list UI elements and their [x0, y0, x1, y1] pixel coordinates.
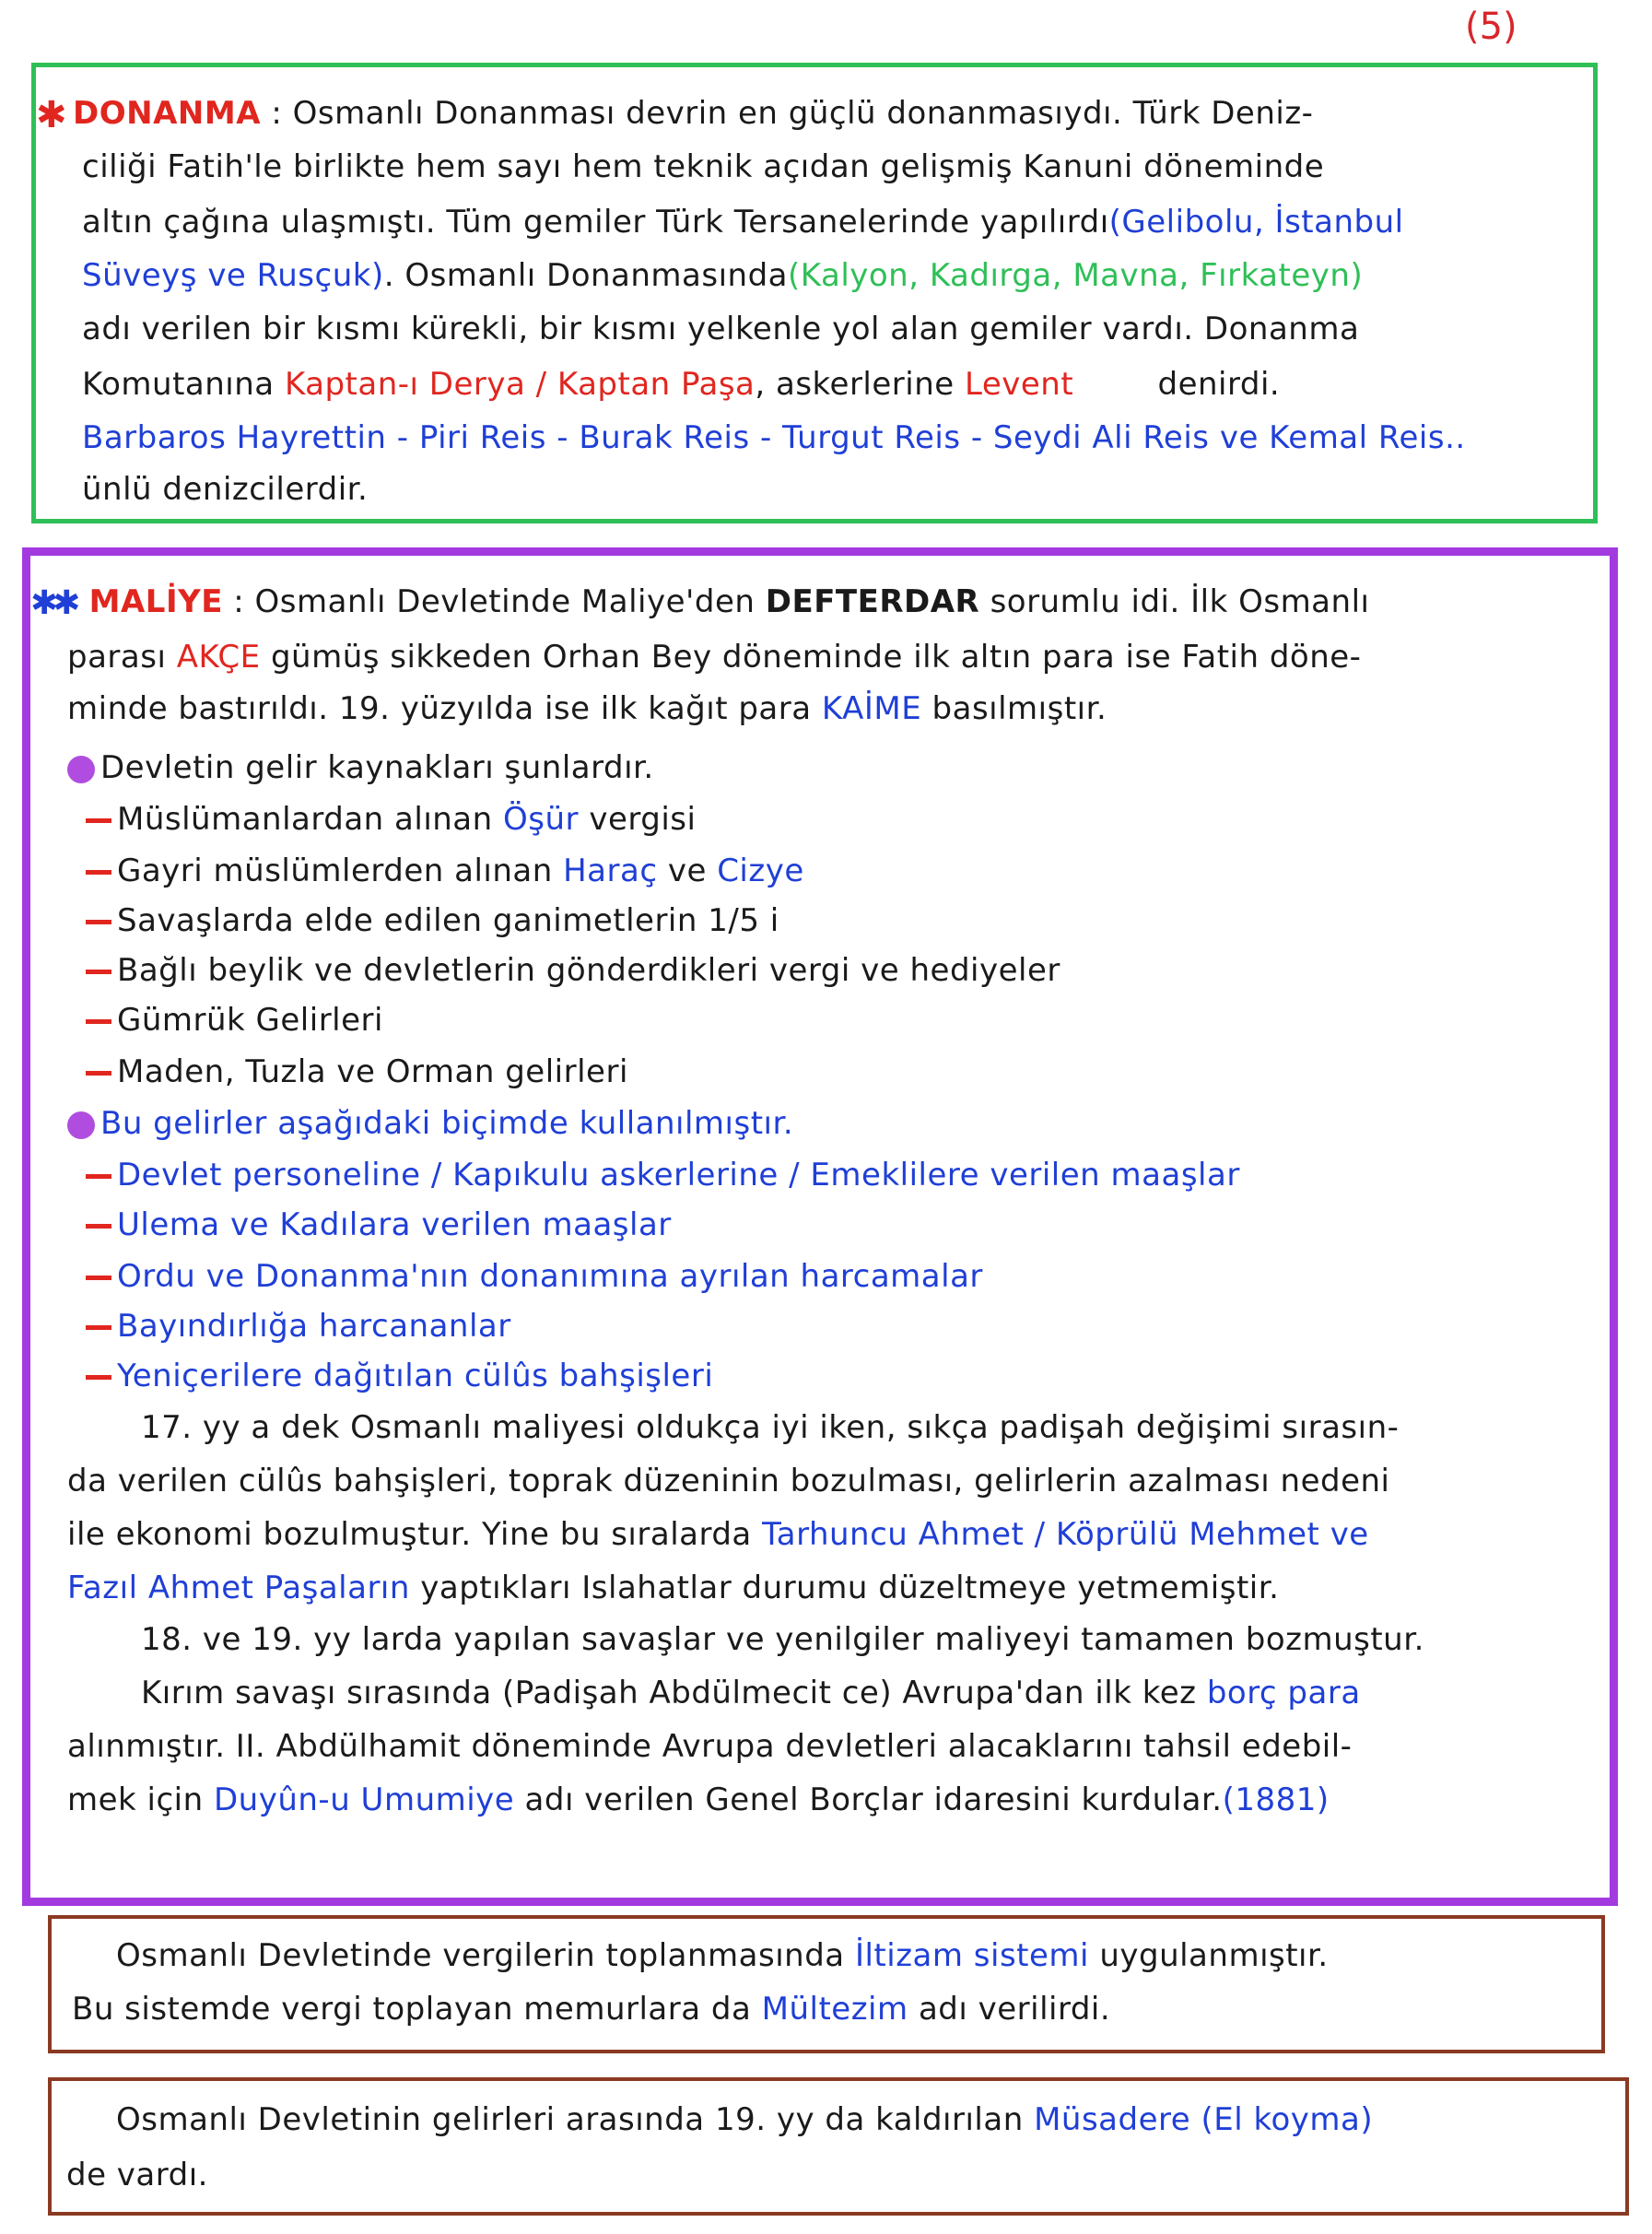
defterdar-term: DEFTERDAR: [765, 583, 980, 620]
page-number: (5): [1465, 6, 1517, 48]
para3-line-2: [67, 1726, 1352, 1767]
para3-line-3: [67, 1780, 1330, 1820]
text-span: 17. yy a dek Osmanlı maliyesi oldukça iyi iken, sıkça padişah değişimi sırasın-: [141, 1409, 1400, 1446]
text-span: vergisi: [579, 801, 697, 838]
text-span: Kırım savaşı sırasında (Padişah Abdülmecit ce) Avrupa'dan ilk kez: [141, 1675, 1197, 1711]
dash-icon: [86, 818, 111, 823]
text-span: Savaşlarda elde edilen ganimetlerin 1/5 i: [117, 902, 779, 939]
text-span: Komutanına: [82, 366, 275, 403]
shipyard-list-end: Süveyş ve Rusçuk): [82, 257, 384, 294]
text-span: Yeniçerilere dağıtılan cülûs bahşişleri: [117, 1358, 714, 1394]
income-item: [86, 851, 804, 891]
para1-line-3: [67, 1514, 1369, 1555]
dash-icon: [86, 920, 111, 924]
text-span: Müslümanlardan alınan: [117, 801, 503, 838]
bullet-dot-icon: [67, 1111, 95, 1139]
musadere-line-2: [66, 2155, 208, 2195]
donanma-line-4: [82, 255, 1363, 296]
musadere-line-1: [116, 2099, 1373, 2140]
text-span: minde bastırıldı. 19. yüzyılda ise ilk kağıt para: [67, 690, 812, 727]
text-span: : Osmanlı Devletinde Maliye'den: [233, 583, 756, 620]
para1-line-1: [141, 1407, 1399, 1448]
text-span: adı verilen Genel Borçlar idaresini kurdular.: [524, 1781, 1223, 1818]
donanma-line-1: [36, 93, 1313, 135]
expense-title: [67, 1103, 793, 1144]
borc-para-term: borç para: [1206, 1675, 1361, 1711]
star-icon: ✱: [36, 93, 68, 136]
maliye-line-1: [30, 582, 1369, 624]
reformers-list: Tarhuncu Ahmet / Köprülü Mehmet ve: [762, 1516, 1369, 1553]
text-span: adı verilen bir kısmı kürekli, bir kısmı yelkenle yol alan gemiler vardı. Donanma: [82, 311, 1360, 347]
text-span: sorumlu idi. İlk Osmanlı: [990, 583, 1370, 620]
text-span: , askerlerine: [755, 366, 955, 403]
maliye-section: [22, 547, 1618, 1906]
text-span: Bayındırlığa harcananlar: [117, 1308, 511, 1345]
maliye-heading: MALİYE: [88, 583, 223, 620]
text-span: Ulema ve Kadılara verilen maaşlar: [117, 1206, 672, 1243]
text-span: de vardı.: [66, 2157, 208, 2193]
donanma-line-2: [82, 147, 1324, 187]
income-title: [67, 747, 654, 788]
donanma-section: [31, 63, 1598, 523]
donanma-line-7: [82, 417, 1466, 458]
text-span: denirdi.: [1157, 366, 1281, 403]
maliye-line-2: [67, 637, 1361, 677]
text-span: parası: [67, 639, 167, 676]
reformers-list-end: Fazıl Ahmet Paşaların: [67, 1570, 410, 1606]
maliye-line-3: [67, 688, 1107, 729]
text-span: . Osmanlı Donanmasında: [383, 257, 789, 294]
income-item: [86, 1052, 628, 1092]
text-span: ünlü denizcilerdir.: [82, 471, 369, 508]
text-span: alınmıştır. II. Abdülhamit döneminde Avrupa devletleri alacaklarını tahsil edebil-: [67, 1728, 1353, 1765]
text-span: da verilen cülûs bahşişleri, toprak düzeninin bozulması, gelirlerin azalması nedeni: [67, 1463, 1390, 1499]
para1-line-4: [67, 1568, 1279, 1608]
text-span: ciliği Fatih'le birlikte hem sayı hem teknik açıdan gelişmiş Kanuni döneminde: [82, 148, 1325, 185]
income-item: [86, 950, 1060, 991]
dash-icon: [86, 1071, 111, 1076]
text-span: adı verilirdi.: [918, 1991, 1111, 2028]
text-span: uygulanmıştır.: [1099, 1937, 1329, 1974]
kaime-term: KAİME: [821, 690, 922, 727]
expense-item: [86, 1256, 983, 1297]
expense-item: [86, 1155, 1240, 1195]
dash-icon: [86, 1276, 111, 1280]
para2-line: [141, 1619, 1424, 1660]
cizye-term: Cizye: [717, 852, 804, 889]
text-span: : Osmanlı Donanması devrin en güçlü donanmasıydı. Türk Deniz-: [271, 95, 1314, 132]
shipyard-list: (Gelibolu, İstanbul: [1108, 204, 1404, 241]
text-span: altın çağına ulaşmıştı. Tüm gemiler Türk Tersanelerinde yapılırdı: [82, 204, 1109, 241]
harac-term: Haraç: [563, 852, 658, 889]
text-span: Bu sistemde vergi toplayan memurlara da: [72, 1991, 752, 2028]
dash-icon: [86, 970, 111, 974]
text-span: Gayri müslümlerden alınan: [117, 852, 564, 889]
famous-sailors: Barbaros Hayrettin - Piri Reis - Burak Reis - Turgut Reis - Seydi Ali Reis ve Kemal Reis..: [82, 419, 1466, 456]
donanma-line-8: [82, 469, 368, 510]
text-span: mek için: [67, 1781, 204, 1818]
text-span: Gümrük Gelirleri: [117, 1002, 383, 1039]
expense-item: [86, 1356, 713, 1396]
multezim-term: Mültezim: [761, 1991, 908, 2028]
donanma-line-5: [82, 309, 1359, 349]
duyun-term: Duyûn-u Umumiye: [213, 1781, 515, 1818]
iltizam-section: [48, 1915, 1605, 2053]
osur-term: Öşür: [503, 801, 580, 838]
text-span: Osmanlı Devletinin gelirleri arasında 19. yy da kaldırılan: [116, 2101, 1024, 2138]
text-span: basılmıştır.: [931, 690, 1107, 727]
para3-line-1: [141, 1673, 1361, 1713]
text-span: 18. ve 19. yy larda yapılan savaşlar ve yenilgiler maliyeyi tamamen bozmuştur.: [141, 1621, 1424, 1658]
commander-title: Kaptan-ı Derya / Kaptan Paşa: [284, 366, 756, 403]
bullet-dot-icon: [67, 756, 95, 783]
donanma-line-6: [82, 364, 1280, 405]
iltizam-line-1: [116, 1935, 1329, 1976]
dash-icon: [86, 1325, 111, 1330]
musadere-section: [48, 2077, 1629, 2216]
dash-icon: [86, 870, 111, 875]
text-span: Maden, Tuzla ve Orman gelirleri: [117, 1053, 628, 1090]
donanma-line-3: [82, 202, 1404, 242]
text-span: ve: [657, 852, 718, 889]
text-span: Osmanlı Devletinde vergilerin toplanmasında: [116, 1937, 845, 1974]
levent-term: Levent: [965, 366, 1074, 403]
text-span: Devlet personeline / Kapıkulu askerlerine / Emeklilere verilen maaşlar: [117, 1157, 1240, 1193]
iltizam-line-2: [72, 1989, 1110, 2029]
dash-icon: [86, 1019, 111, 1024]
para1-line-2: [67, 1461, 1390, 1501]
text-span: ile ekonomi bozulmuştur. Yine bu sıralarda: [67, 1516, 752, 1553]
expense-item: [86, 1205, 672, 1245]
akce-term: AKÇE: [176, 639, 261, 676]
ship-types: (Kalyon, Kadırga, Mavna, Fırkateyn): [788, 257, 1364, 294]
text-span: Bağlı beylik ve devletlerin gönderdikleri vergi ve hediyeler: [117, 952, 1060, 989]
text-span: Devletin gelir kaynakları şunlardır.: [100, 749, 654, 786]
dash-icon: [86, 1224, 111, 1229]
donanma-heading: DONANMA: [73, 95, 262, 132]
dash-icon: [86, 1174, 111, 1179]
text-span: yaptıkları Islahatlar durumu düzeltmeye yetmemiştir.: [420, 1570, 1280, 1606]
iltizam-term: İltizam sistemi: [854, 1937, 1089, 1974]
year-1881: (1881): [1222, 1781, 1330, 1818]
dash-icon: [86, 1375, 111, 1380]
income-item: [86, 1000, 383, 1041]
text-span: Ordu ve Donanma'nın donanımına ayrılan harcamalar: [117, 1258, 983, 1295]
income-item: [86, 900, 779, 941]
text-span: Bu gelirler aşağıdaki biçimde kullanılmıştır.: [100, 1105, 794, 1142]
text-span: gümüş sikkeden Orhan Bey döneminde ilk altın para ise Fatih döne-: [270, 639, 1362, 676]
musadere-term: Müsadere (El koyma): [1034, 2101, 1374, 2138]
income-item: [86, 799, 696, 840]
double-star-icon: ✱✱: [30, 583, 76, 622]
expense-item: [86, 1306, 511, 1346]
